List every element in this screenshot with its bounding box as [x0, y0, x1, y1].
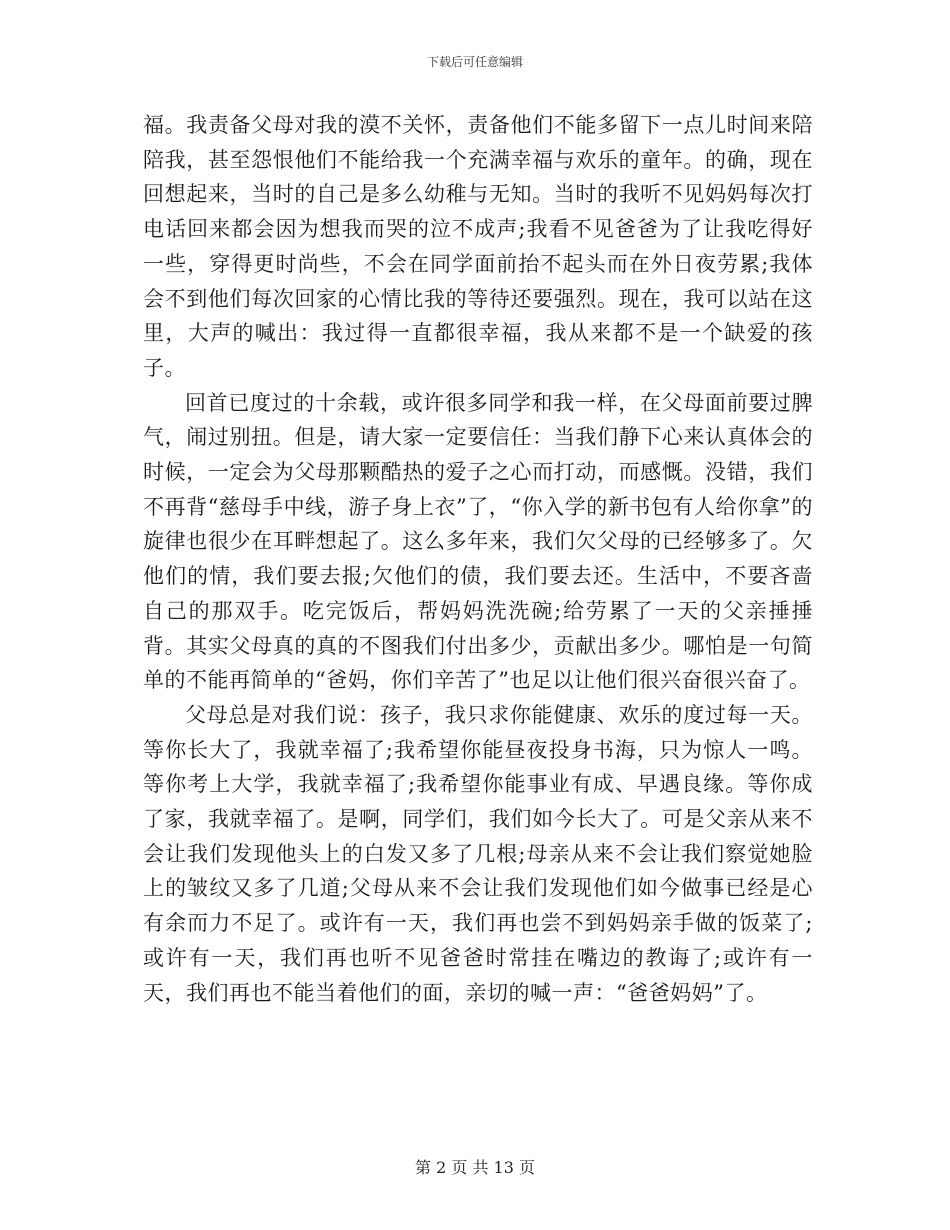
paragraph-continued: 福。我责备父母对我的漠不关怀，责备他们不能多留下一点儿时间来陪陪我，甚至怨恨他们不能给我一个充满幸福与欢乐的童年。的确，现在回想起来，当时的自己是多么幼稚与无知。当时的我听不见妈妈每次打电话回来都会因为想我而哭的泣不成声;我看不见爸爸为了让我吃得好一些，穿得更时尚些，不会在同学面前抬不起头而在外日夜劳累;我体会不到他们每次回家的心情比我的等待还要强烈。现在，我可以站在这里，大声的喊出：我过得一直都很幸福，我从来都不是一个缺爱的孩子。	[143, 113, 813, 380]
document-body	[143, 108, 813, 1010]
page-header: 下载后可任意编辑	[426, 55, 523, 69]
page-footer: 第 2 页 共 13 页	[415, 1158, 535, 1177]
paragraph: 回首已度过的十余载，或许很多同学和我一样，在父母面前要过脾气，闹过别扭。但是，请大家一定要信任：当我们静下心来认真体会的时候，一定会为父母那颗酷热的爱子之心而打动，而感慨。没错，我们不再背“慈母手中线，游子身上衣”了，“你入学的新书包有人给你拿”的旋律也很少在耳畔想起了。这么多年来，我们欠父母的已经够多了。欠他们的情，我们要去报;欠他们的债，我们要去还。生活中，不要吝啬自己的那双手。吃完饭后，帮妈妈洗洗碗;给劳累了一天的父亲捶捶背。其实父母真的真的不图我们付出多少，贡献出多少。哪怕是一句简单的不能再简单的“爸妈，你们辛苦了”也足以让他们很兴奋很兴奋了。	[143, 390, 813, 693]
paragraph: 父母总是对我们说：孩子，我只求你能健康、欢乐的度过每一天。等你长大了，我就幸福了;我希望你能昼夜投身书海，只为惊人一鸣。等你考上大学，我就幸福了;我希望你能事业有成、早遇良缘。等你成了家，我就幸福了。是啊，同学们，我们如今长大了。可是父亲从来不会让我们发现他头上的白发又多了几根;母亲从来不会让我们察觉她脸上的皱纹又多了几道;父母从来不会让我们发现他们如今做事已经是心有余而力不足了。或许有一天，我们再也尝不到妈妈亲手做的饭菜了;或许有一天，我们再也听不见爸爸时常挂在嘴边的教诲了;或许有一天，我们再也不能当着他们的面，亲切的喊一声：“爸爸妈妈”了。	[143, 702, 813, 1005]
